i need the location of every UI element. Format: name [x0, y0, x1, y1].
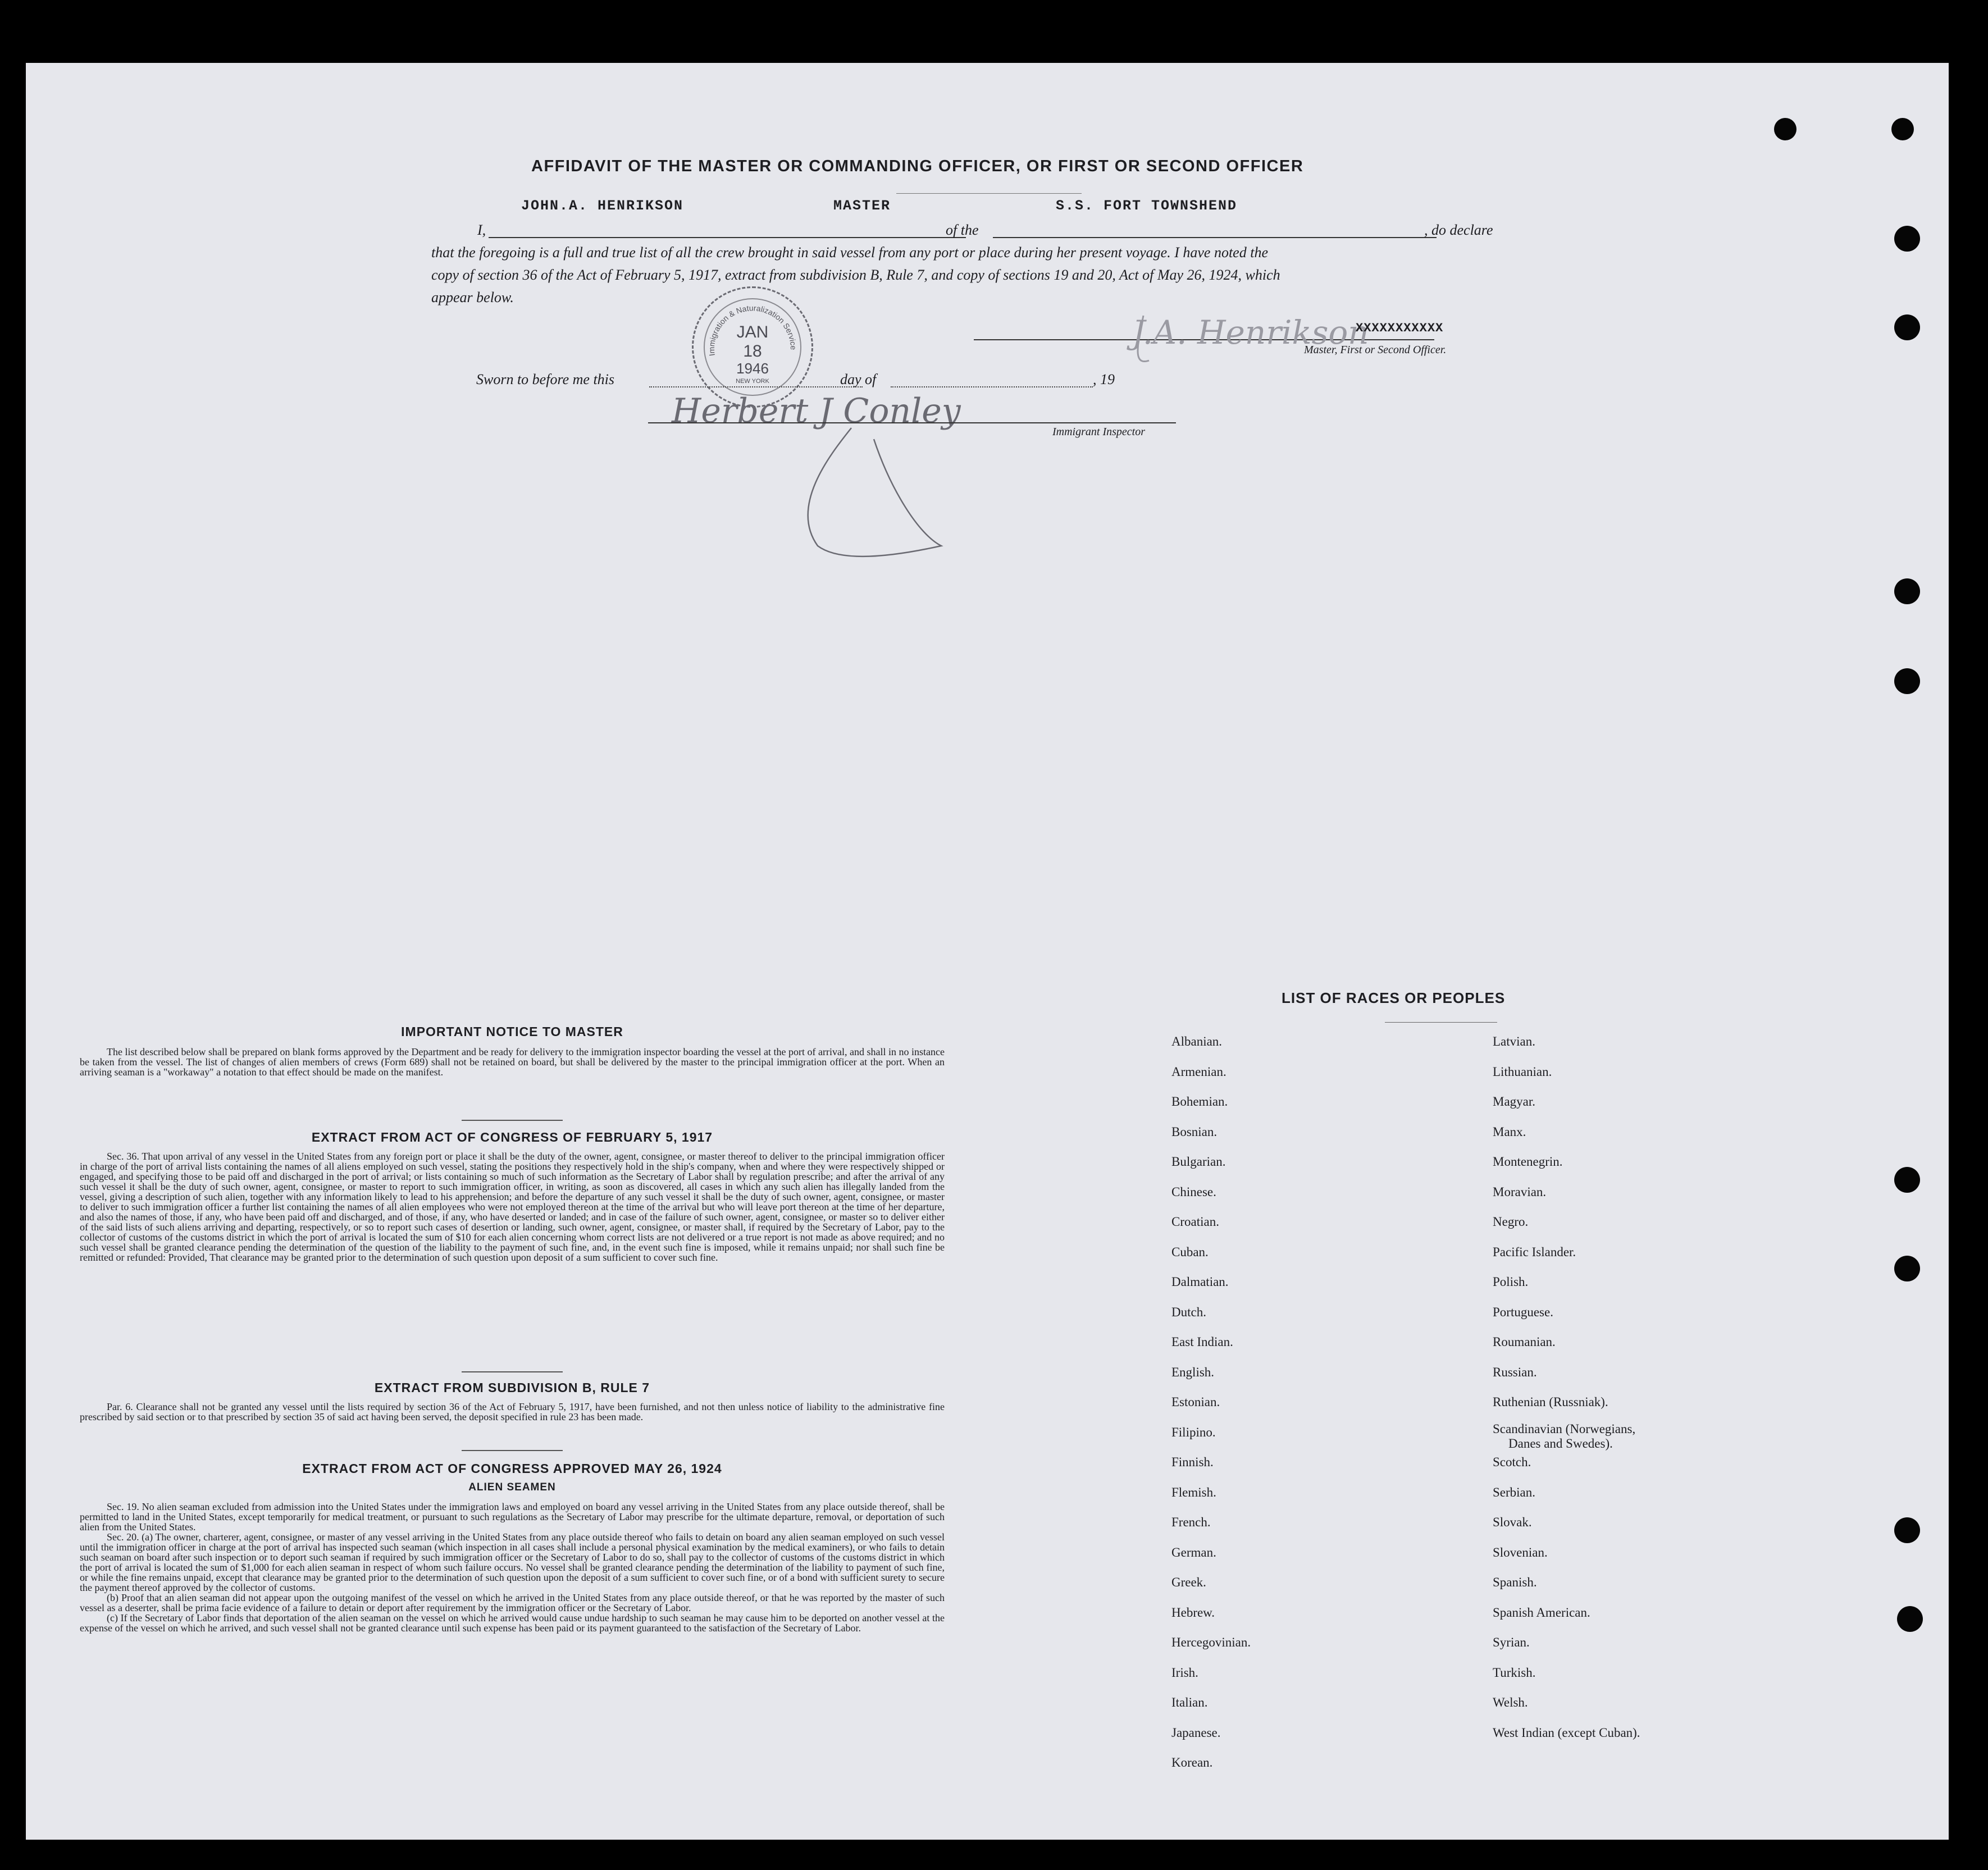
declaration-line-4: appear below. — [431, 289, 514, 305]
race-item: Syrian. — [1493, 1635, 1530, 1649]
extract-1917-text: Sec. 36. That upon arrival of any vessel in the United States from any foreign port or place it shall be the duty of the owner, agent, consignee, or master thereof to deliver to the principal immigration officer in charge of the port of arrival lists containing the names of all aliens employed on such vessel, stating the positions they respectively hold in the ship's company, when and where they were respectively shipped or engaged, and specifying those to be paid off and discharged in the port of arrival; or lists containing so much of such information as the Secretary of Labor shall by regulation prescribe; and after the arrival of any such vessel it shall be the duty of such owner, agent, consignee, or master to report to such immigration officer, in writing, as soon as discovered, all cases in which any such alien has illegally landed from the vessel, giving a description of such alien, together with any information likely to lead to his apprehension; and before the departure of any such vessel it shall be the duty of such owner, agent, consignee, or master to deliver to such immigration officer a further list containing the names of all alien employees who were not employed thereon at the time of the arrival but who will leave port thereon at the time of her departure, and also the names of those, if any, who have been paid off and discharged, and of those, if any, who have deserted or landed; and in case of the failure of such owner, agent, consignee, or master so to deliver either of the said lists of such aliens arriving and departing, respectively, or so to report such cases of desertion or landing, such owner, agent, consignee, or master shall, if required by the Secretary of Labor, pay to the collector of customs of the customs district in which the port of arrival is located the sum of $10 for each alien concerning whom correct lists are not delivered or a true report is not made as above required; and no such vessel shall be granted clearance pending the determination of the question of the liability to the payment of such fine, and, in the event such fine is imposed, while it remains unpaid; nor shall such fine be remitted or refunded: Provided, That clearance may be granted prior to the determination of such question upon deposit of a sum sufficient to cover such fine. — [80, 1151, 945, 1263]
race-item: Bohemian. — [1171, 1094, 1228, 1109]
race-item: German. — [1171, 1545, 1216, 1559]
race-item: Ruthenian (Russniak). — [1493, 1395, 1608, 1409]
notice-text: The list described below shall be prepared on blank forms approved by the Department and be ready for delivery to the immigration inspector boarding the vessel at the port of arrival, and shall in no instance be taken from the vessel. The list of changes of alien members of crews (Form 689) shall not be retained on board, but shall be delivered by the master to the principal immigration officer at the port. When an arriving seaman is a "workaway" a notation to that effect should be made on the manifest. — [80, 1046, 945, 1078]
stamp-city: NEW YORK — [736, 378, 769, 385]
punch-hole — [1891, 118, 1914, 140]
race-item: Filipino. — [1171, 1425, 1216, 1439]
race-item: Pacific Islander. — [1493, 1245, 1576, 1259]
race-item: Estonian. — [1171, 1395, 1220, 1409]
sworn-label: Sworn to before me this — [476, 371, 615, 387]
alien-seamen-subheading: ALIEN SEAMEN — [468, 1481, 556, 1493]
vessel-name: S.S. FORT TOWNSHEND — [1056, 198, 1238, 214]
race-item: Chinese. — [1171, 1185, 1216, 1199]
punch-hole — [1894, 226, 1920, 252]
race-item: English. — [1171, 1365, 1215, 1379]
race-item: Bulgarian. — [1171, 1155, 1226, 1169]
race-item: Lithuanian. — [1493, 1065, 1552, 1079]
race-item: Flemish. — [1171, 1485, 1216, 1499]
race-item: Hebrew. — [1171, 1606, 1215, 1620]
stamp-day: 18 — [743, 342, 762, 361]
race-item: Scandinavian (Norwegians, — [1493, 1422, 1636, 1436]
race-item-continuation: Danes and Swedes). — [1508, 1436, 1613, 1451]
race-item: Dutch. — [1171, 1305, 1206, 1319]
declaration-line-2: that the foregoing is a full and true list of all the crew brought in said vessel from any port or place during her present voyage. I have noted the — [431, 244, 1268, 261]
race-item: Croatian. — [1171, 1215, 1219, 1229]
race-item: Slovak. — [1493, 1515, 1532, 1529]
race-item: Spanish. — [1493, 1575, 1537, 1589]
punch-hole — [1894, 314, 1920, 340]
race-item: Slovenian. — [1493, 1545, 1548, 1559]
race-item: Russian. — [1493, 1365, 1537, 1379]
struck-officer-title: XXXXXXXXXXX — [1356, 321, 1444, 335]
extract-1924-heading: EXTRACT FROM ACT OF CONGRESS APPROVED MAY 26, 1924 — [302, 1461, 722, 1476]
race-item: East Indian. — [1171, 1335, 1233, 1349]
races-heading-rule — [1385, 1022, 1497, 1023]
master-name: JOHN.A. HENRIKSON — [521, 198, 684, 214]
svg-text:J.A. Henrikson: J.A. Henrikson — [1132, 313, 1369, 352]
race-item: Greek. — [1171, 1575, 1206, 1589]
extract-rule7-heading: EXTRACT FROM SUBDIVISION B, RULE 7 — [374, 1380, 650, 1395]
inspector-caption: Immigrant Inspector — [1052, 426, 1145, 438]
race-item: Finnish. — [1171, 1455, 1214, 1469]
race-item: Scotch. — [1493, 1455, 1531, 1469]
race-item: Korean. — [1171, 1755, 1213, 1769]
svg-text:Immigration & Naturalization S: Immigration & Naturalization Service — [706, 303, 799, 357]
notice-heading: IMPORTANT NOTICE TO MASTER — [401, 1024, 623, 1039]
race-item: Spanish American. — [1493, 1606, 1590, 1620]
race-item: Japanese. — [1171, 1726, 1221, 1740]
punch-hole — [1894, 1256, 1920, 1281]
document-page — [26, 63, 1949, 1840]
inspector-line — [648, 422, 1176, 423]
races-heading: LIST OF RACES OR PEOPLES — [1282, 989, 1506, 1006]
punch-hole — [1774, 118, 1797, 140]
race-item: Welsh. — [1493, 1695, 1528, 1709]
race-item: French. — [1171, 1515, 1211, 1529]
race-item: Dalmatian. — [1171, 1275, 1229, 1289]
inspector-signature — [649, 377, 997, 580]
stamp-month: JAN — [736, 323, 769, 341]
do-declare-label: , do declare — [1424, 222, 1493, 238]
race-item: Italian. — [1171, 1695, 1208, 1709]
section-divider — [462, 1450, 563, 1451]
race-item: Portuguese. — [1493, 1305, 1553, 1319]
punch-hole — [1894, 1167, 1920, 1193]
year-label: , 19 — [1093, 371, 1115, 387]
race-item: Montenegrin. — [1493, 1155, 1563, 1169]
race-item: Magyar. — [1493, 1094, 1536, 1109]
title-rule — [896, 193, 1082, 194]
punch-hole — [1894, 578, 1920, 604]
race-item: Irish. — [1171, 1666, 1198, 1680]
race-item: Negro. — [1493, 1215, 1529, 1229]
declaration-line-3: copy of section 36 of the Act of February 5, 1917, extract from subdivision B, Rule 7, and copy of sections 19 and 20, Act of May 26, 1924, which — [431, 267, 1280, 283]
race-item: Hercegovinian. — [1171, 1635, 1251, 1649]
race-item: Roumanian. — [1493, 1335, 1556, 1349]
race-item: Serbian. — [1493, 1485, 1536, 1499]
race-item: Moravian. — [1493, 1185, 1547, 1199]
race-item: Bosnian. — [1171, 1125, 1218, 1139]
section-divider — [462, 1120, 563, 1121]
master-caption: Master, First or Second Officer. — [1304, 344, 1447, 356]
race-item: Cuban. — [1171, 1245, 1209, 1259]
race-item: West Indian (except Cuban). — [1493, 1726, 1640, 1740]
of-the-label: of the — [946, 222, 979, 238]
i-label: I, — [477, 222, 486, 238]
svg-text:Herbert J Conley: Herbert J Conley — [672, 391, 961, 431]
race-item: Armenian. — [1171, 1065, 1226, 1079]
race-item: Latvian. — [1493, 1034, 1535, 1048]
name-line — [489, 237, 966, 238]
extract-1917-heading: EXTRACT FROM ACT OF CONGRESS OF FEBRUARY 5, 1917 — [311, 1130, 713, 1144]
race-item: Albanian. — [1171, 1034, 1223, 1048]
vessel-line — [993, 237, 1437, 238]
race-item: Manx. — [1493, 1125, 1526, 1139]
affidavit-title: AFFIDAVIT OF THE MASTER OR COMMANDING OFFICER, OR FIRST OR SECOND OFFICER — [531, 157, 1304, 175]
extract-1924-text: Sec. 19. No alien seaman excluded from admission into the United States under the immigration laws and employed on board any vessel arriving in the United States from any place outside thereof, shall be permitted to land in the United States, except temporarily for medical treatment, or pursuant to such regulations as the Secretary of Labor may prescribe for the ultimate departure, removal, or deportation of such alien from the United States. Sec. 20. (a) The owner, charterer, agent, consignee, or master of any vessel arriving in the United States from any place outside thereof who fails to detain on board any alien seaman employed on such vessel until the immigration officer in charge at the port of arrival has inspected such seaman (which inspection in all cases shall include a personal physical examination by the medical examiners), or who fails to detain such seaman on board after such inspection or to deport such seaman if required by such immigration officer or the Secretary of Labor to do so, shall pay to the collector of customs of the customs district in which the port of arrival is located the sum of $1,000 for each alien seaman in respect of whom such failure occurs. No vessel shall be granted clearance pending the determination of the liability to payment of such fine, or while the fine remains unpaid, except that clearance may be granted prior to the determination of such question upon the deposit of a sum sufficient to cover such fine, or of a bond with sufficient surety to secure the payment thereof approved by the collector of customs. (b) Proof that an alien seaman did not appear upon the outgoing manifest of the vessel on which he arrived in the United States from any place outside thereof, or that he was reported by the master of such vessel as a deserter, shall be prima facie evidence of a failure to detain or deport after requirement by the immigration officer or the Secretary of Labor. (c) If the Secretary of Labor finds that deportation of the alien seaman on the vessel on which he arrived would cause undue hardship to such seaman he may cause him to be deported on another vessel at the expense of the vessel on which he arrived, and such vessel shall not be granted clearance until such expense has been paid or its payment guaranteed to the satisfaction of the Secretary of Labor. — [80, 1501, 945, 1634]
section-divider — [462, 1371, 563, 1372]
day-of-label: day of — [840, 371, 877, 387]
extract-rule7-text: Par. 6. Clearance shall not be granted any vessel until the lists required by section 36 of the Act of February 5, 1917, have been furnished, and not then unless notice of liability to the administrative fine prescribed by said section or to that prescribed by section 35 of said act having been served, the deposit specified in rule 23 has been made. — [80, 1401, 945, 1422]
race-item: Polish. — [1493, 1275, 1529, 1289]
race-item: Turkish. — [1493, 1666, 1536, 1680]
punch-hole — [1894, 668, 1920, 694]
punch-hole — [1894, 1517, 1920, 1543]
punch-hole — [1897, 1606, 1923, 1632]
master-rank: MASTER — [833, 198, 891, 214]
stamp-year: 1946 — [736, 360, 769, 377]
master-signature — [1127, 304, 1407, 372]
